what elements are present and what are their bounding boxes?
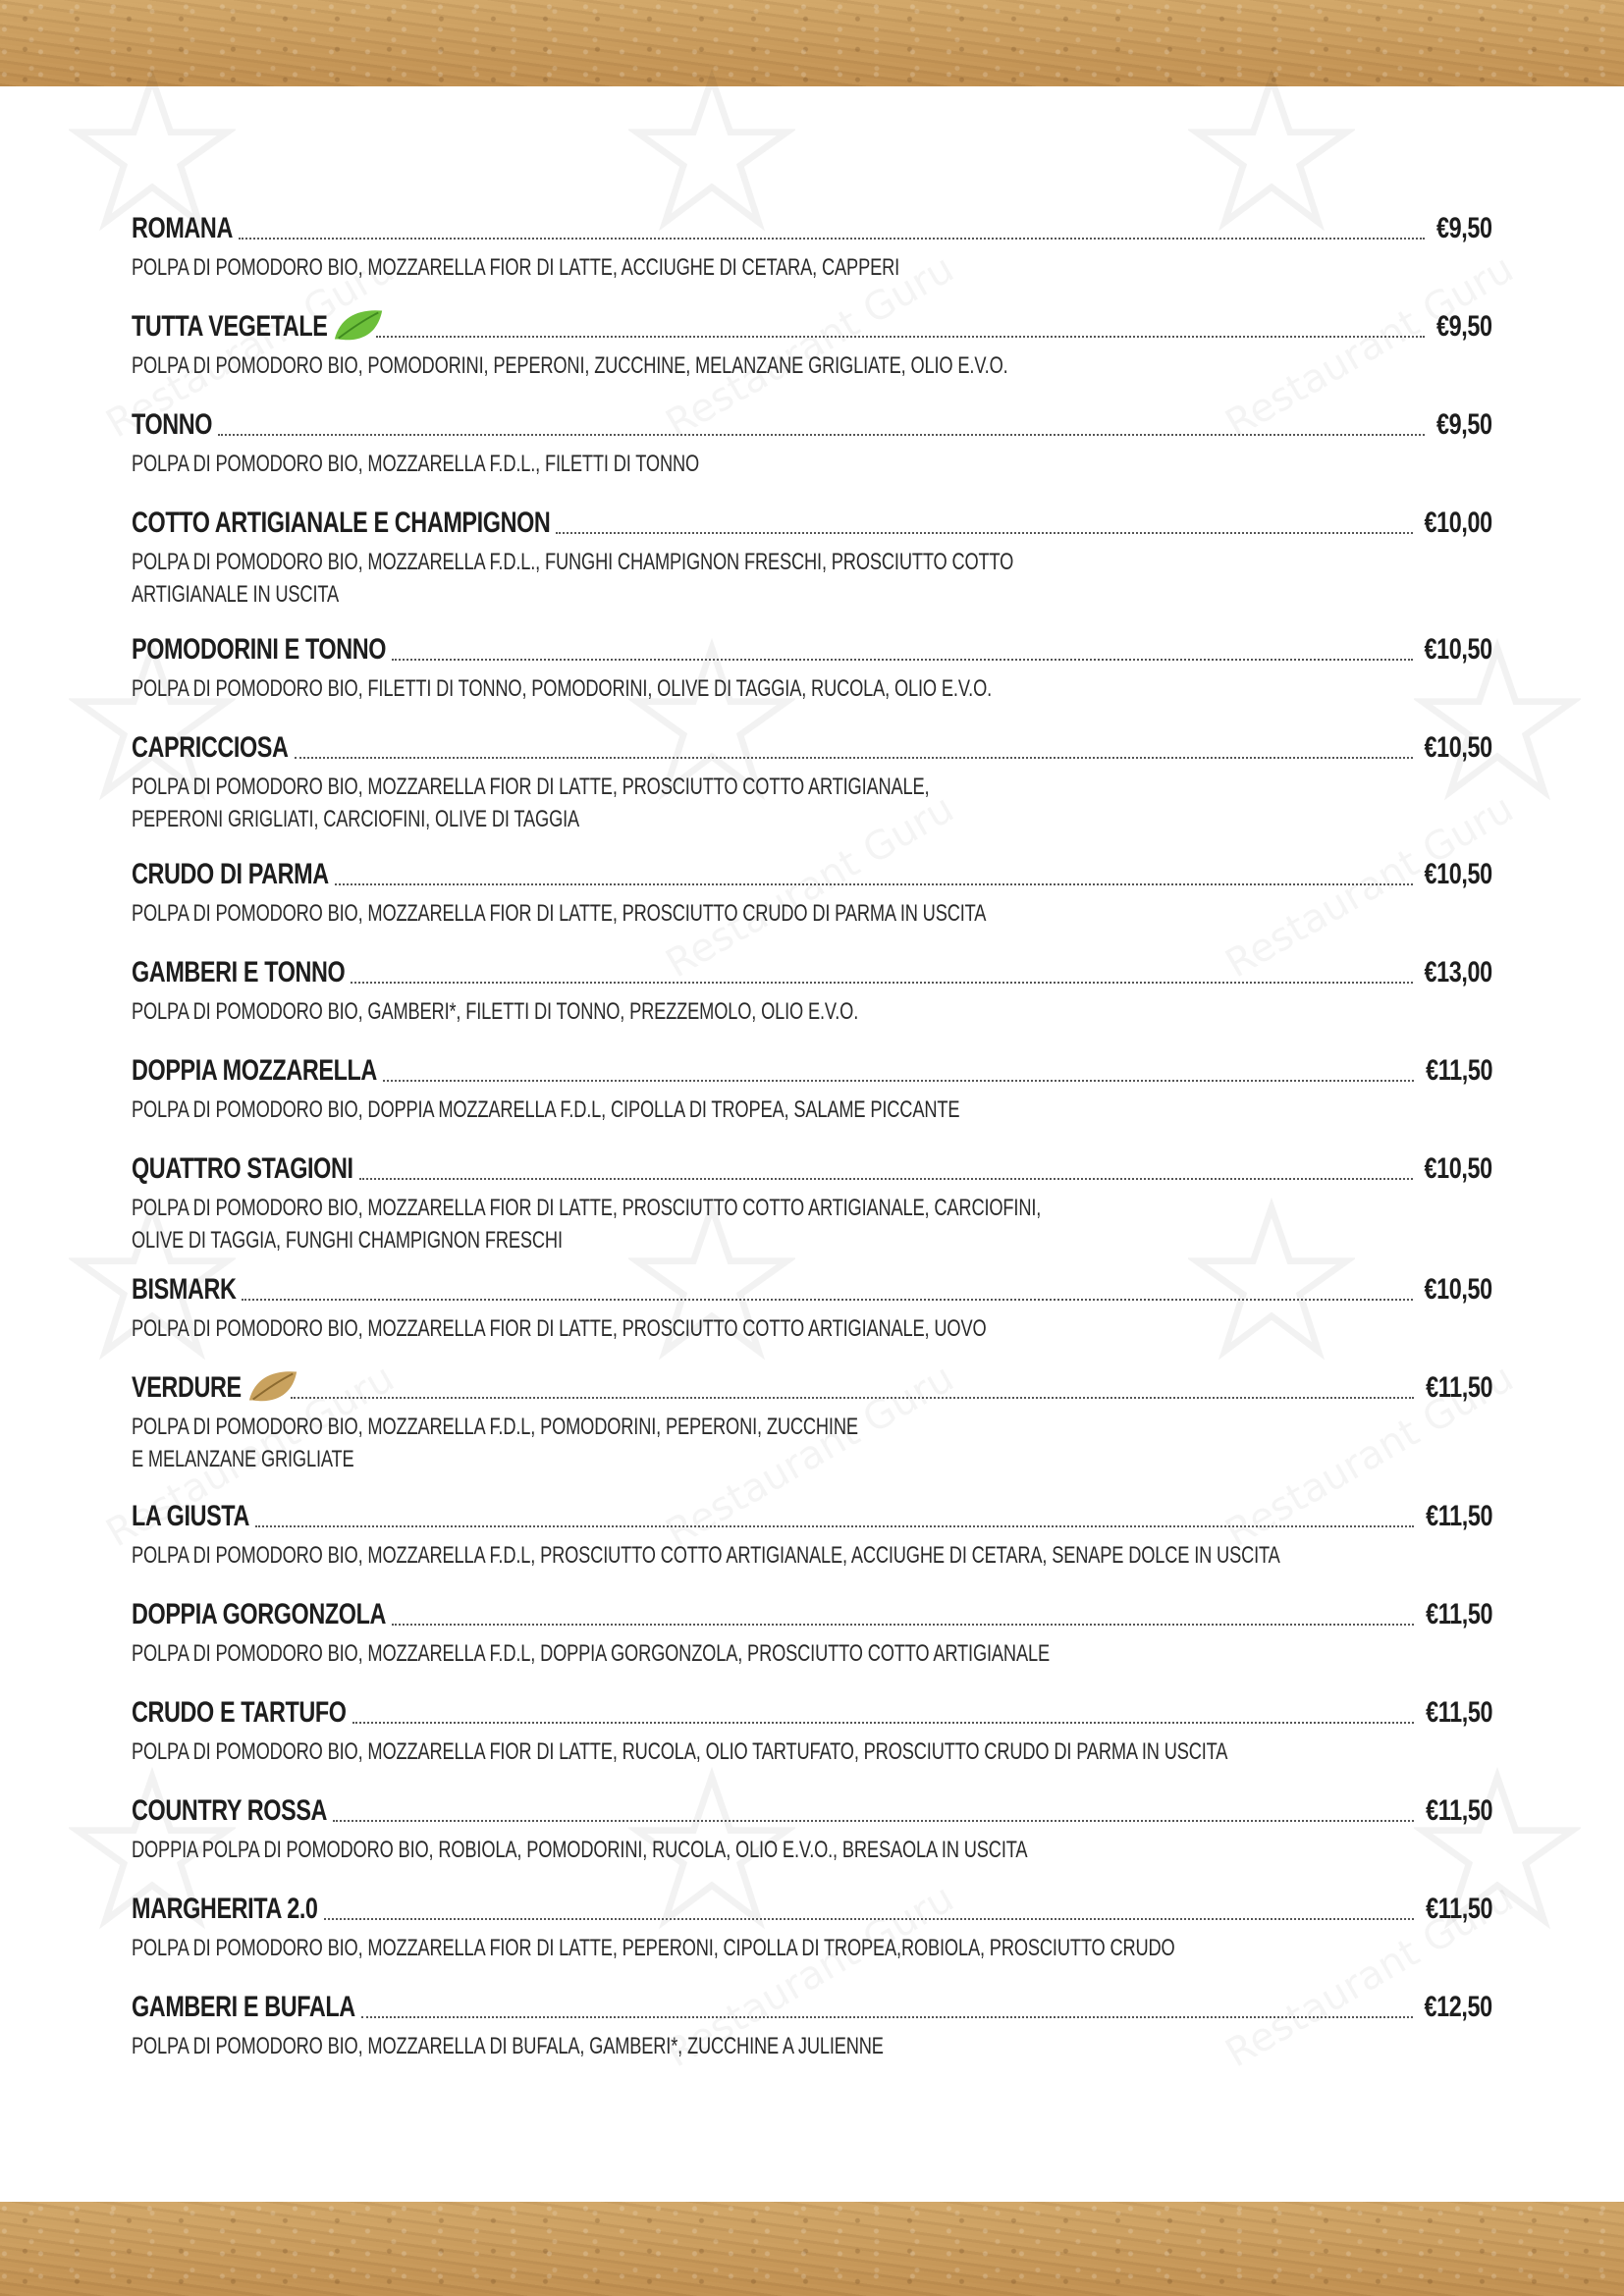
menu-item — [132, 856, 1494, 930]
dot-leader — [359, 1178, 1413, 1180]
dot-leader — [383, 1080, 1414, 1082]
description-line: POLPA DI POMODORO BIO, MOZZARELLA F.D.L, POMODORINI, PEPERONI, ZUCCHINE — [132, 1414, 858, 1440]
menu-item-description — [132, 771, 990, 835]
menu-item-price: €11,50 — [1426, 1794, 1492, 1827]
description-line: POLPA DI POMODORO BIO, MOZZARELLA FIOR DI LATTE, PROSCIUTTO CRUDO DI PARMA IN USCITA — [132, 900, 987, 927]
menu-item-price: €9,50 — [1436, 408, 1492, 441]
menu-item — [132, 1150, 1494, 1256]
description-line: POLPA DI POMODORO BIO, MOZZARELLA F.D.L, DOPPIA GORGONZOLA, PROSCIUTTO COTTO ARTIGIANALE — [132, 1640, 1050, 1667]
menu-item-name: COUNTRY ROSSA — [132, 1794, 328, 1827]
dot-leader — [556, 532, 1412, 534]
description-line: ARTIGIANALE IN USCITA — [132, 581, 340, 608]
menu-item-header — [132, 1150, 1494, 1190]
menu-item-description — [132, 995, 990, 1028]
menu-item — [132, 210, 1494, 284]
menu-item-name: GAMBERI E TONNO — [132, 956, 346, 988]
dot-leader — [255, 1525, 1414, 1527]
menu-item-description — [132, 1312, 990, 1345]
dot-leader — [351, 982, 1412, 984]
description-line: POLPA DI POMODORO BIO, GAMBERI*, FILETTI DI TONNO, PREZZEMOLO, OLIO E.V.O. — [132, 998, 859, 1025]
menu-item-header — [132, 1369, 1494, 1409]
description-line: POLPA DI POMODORO BIO, FILETTI DI TONNO, POMODORINI, OLIVE DI TAGGIA, RUCOLA, OLIO E.V.O. — [132, 675, 993, 702]
description-line: POLPA DI POMODORO BIO, MOZZARELLA F.D.L., FUNGHI CHAMPIGNON FRESCHI, PROSCIUTTO COTTO — [132, 549, 1014, 575]
dot-leader — [242, 1299, 1412, 1301]
menu-item-price: €9,50 — [1436, 310, 1492, 343]
menu-item — [132, 1369, 1494, 1475]
dot-leader — [335, 883, 1413, 885]
menu-item-price: €11,50 — [1426, 1371, 1492, 1404]
menu-item-header — [132, 1891, 1494, 1930]
description-line: POLPA DI POMODORO BIO, MOZZARELLA F.D.L., FILETTI DI TONNO — [132, 451, 700, 477]
menu-item-header — [132, 308, 1494, 347]
description-line: DOPPIA POLPA DI POMODORO BIO, ROBIOLA, POMODORINI, RUCOLA, OLIO E.V.O., BRESAOLA IN USCITA — [132, 1837, 1028, 1863]
menu-item-name: CRUDO E TARTUFO — [132, 1696, 347, 1729]
description-line: POLPA DI POMODORO BIO, MOZZARELLA FIOR DI LATTE, PEPERONI, CIPOLLA DI TROPEA,ROBIOLA, PROSCIUTTO CRUDO — [132, 1935, 1175, 1961]
menu-item — [132, 1989, 1494, 2062]
menu-item-name: VERDURE — [132, 1371, 242, 1404]
menu-item-price: €10,50 — [1424, 633, 1492, 666]
menu-item-description — [132, 448, 990, 480]
menu-item-name: GAMBERI E BUFALA — [132, 1991, 355, 2023]
description-line: E MELANZANE GRIGLIATE — [132, 1446, 354, 1472]
menu-item-header — [132, 210, 1494, 249]
menu-item-name: TUTTA VEGETALE — [132, 310, 328, 343]
description-line: POLPA DI POMODORO BIO, MOZZARELLA FIOR DI LATTE, RUCOLA, OLIO TARTUFATO, PROSCIUTTO CRUDO DI PARMA IN USCITA — [132, 1738, 1228, 1765]
description-line: POLPA DI POMODORO BIO, MOZZARELLA FIOR DI LATTE, PROSCIUTTO COTTO ARTIGIANALE, CARCIOFINI, — [132, 1195, 1042, 1221]
menu-item-price: €11,50 — [1426, 1598, 1492, 1630]
dot-leader — [324, 1918, 1414, 1920]
menu-item-price: €11,50 — [1426, 1500, 1492, 1532]
menu-item-price: €10,50 — [1424, 1152, 1492, 1185]
menu-item — [132, 954, 1494, 1028]
menu-item-name: COTTO ARTIGIANALE E CHAMPIGNON — [132, 507, 551, 539]
menu-item — [132, 505, 1494, 611]
dot-leader — [392, 1624, 1414, 1626]
menu-item-header — [132, 505, 1494, 544]
menu-item — [132, 1271, 1494, 1345]
menu-item-description — [132, 1834, 1028, 1866]
vegetarian-leaf-icon — [245, 1367, 300, 1407]
description-line: POLPA DI POMODORO BIO, MOZZARELLA FIOR DI LATTE, PROSCIUTTO COTTO ARTIGIANALE, UOVO — [132, 1315, 987, 1342]
menu-item-header — [132, 954, 1494, 993]
menu-item-price: €10,50 — [1424, 1273, 1492, 1306]
dot-leader — [361, 2016, 1413, 2018]
menu-item-name: POMODORINI E TONNO — [132, 633, 387, 666]
menu-item-header — [132, 1792, 1494, 1832]
menu-item-header — [132, 1989, 1494, 2028]
menu-item-description — [132, 546, 1014, 611]
menu-item-header — [132, 631, 1494, 670]
menu-item-header — [132, 1694, 1494, 1734]
menu-item — [132, 1891, 1494, 1964]
menu-item-name: CAPRICCIOSA — [132, 731, 289, 764]
menu-item-name: DOPPIA MOZZARELLA — [132, 1054, 377, 1087]
menu-item — [132, 729, 1494, 835]
menu-item-name: CRUDO DI PARMA — [132, 858, 329, 890]
description-line: PEPERONI GRIGLIATI, CARCIOFINI, OLIVE DI TAGGIA — [132, 806, 580, 832]
menu-item-header — [132, 1498, 1494, 1537]
menu-item-price: €11,50 — [1426, 1893, 1492, 1925]
menu-item-price: €10,00 — [1424, 507, 1492, 539]
menu-item-price: €11,50 — [1426, 1054, 1492, 1087]
vegan-leaf-icon — [331, 306, 386, 346]
menu-item-price: €9,50 — [1436, 212, 1492, 244]
menu-item — [132, 1052, 1494, 1126]
menu-item-description — [132, 1192, 1042, 1256]
menu-item-price: €10,50 — [1424, 731, 1492, 764]
menu-item-name: MARGHERITA 2.0 — [132, 1893, 318, 1925]
dot-leader — [333, 1820, 1414, 1822]
dot-leader — [352, 1722, 1414, 1724]
dot-leader — [376, 336, 1425, 338]
dot-leader — [392, 659, 1413, 661]
menu-item-name: LA GIUSTA — [132, 1500, 249, 1532]
description-line: OLIVE DI TAGGIA, FUNGHI CHAMPIGNON FRESCHI — [132, 1227, 563, 1254]
dot-leader — [291, 1397, 1414, 1399]
dot-leader — [239, 238, 1425, 240]
menu-item-description — [132, 1094, 990, 1126]
menu-item-description — [132, 2030, 990, 2062]
menu-item-header — [132, 1596, 1494, 1635]
menu-item — [132, 1498, 1494, 1572]
dot-leader — [218, 434, 1425, 436]
description-line: POLPA DI POMODORO BIO, MOZZARELLA DI BUFALA, GAMBERI*, ZUCCHINE A JULIENNE — [132, 2033, 884, 2059]
dot-leader — [295, 757, 1413, 759]
menu-item-description — [132, 1637, 1050, 1670]
menu-item-name: BISMARK — [132, 1273, 237, 1306]
menu-item-price: €10,50 — [1424, 858, 1492, 890]
menu-item-header — [132, 1271, 1494, 1310]
menu-item — [132, 406, 1494, 480]
menu-item-name: QUATTRO STAGIONI — [132, 1152, 353, 1185]
menu-item-header — [132, 856, 1494, 895]
menu-item-price: €12,50 — [1424, 1991, 1492, 2023]
menu-item-description — [132, 672, 993, 705]
description-line: POLPA DI POMODORO BIO, DOPPIA MOZZARELLA F.D.L, CIPOLLA DI TROPEA, SALAME PICCANTE — [132, 1096, 960, 1123]
description-line: POLPA DI POMODORO BIO, POMODORINI, PEPERONI, ZUCCHINE, MELANZANE GRIGLIATE, OLIO E.V.O. — [132, 352, 1008, 379]
menu-item-description — [132, 1539, 1280, 1572]
menu-item-description — [132, 1411, 990, 1475]
menu-item-description — [132, 897, 990, 930]
menu-item-description — [132, 1932, 1175, 1964]
description-line: POLPA DI POMODORO BIO, MOZZARELLA FIOR DI LATTE, ACCIUGHE DI CETARA, CAPPERI — [132, 254, 900, 281]
menu-item-price: €11,50 — [1426, 1696, 1492, 1729]
pizza-menu-list — [132, 0, 1494, 2296]
menu-item-description — [132, 251, 990, 284]
menu-item-description — [132, 349, 1008, 382]
description-line: POLPA DI POMODORO BIO, MOZZARELLA F.D.L, PROSCIUTTO COTTO ARTIGIANALE, ACCIUGHE DI CETARA, SENAPE DOLCE IN USCITA — [132, 1542, 1280, 1569]
menu-item — [132, 1596, 1494, 1670]
description-line: POLPA DI POMODORO BIO, MOZZARELLA FIOR DI LATTE, PROSCIUTTO COTTO ARTIGIANALE, — [132, 774, 930, 800]
menu-item-header — [132, 729, 1494, 769]
menu-item-header — [132, 1052, 1494, 1092]
menu-item — [132, 631, 1494, 705]
menu-item — [132, 308, 1494, 382]
menu-item-price: €13,00 — [1424, 956, 1492, 988]
menu-item-description — [132, 1735, 1228, 1768]
menu-item-header — [132, 406, 1494, 446]
menu-item-name: TONNO — [132, 408, 213, 441]
menu-item-name: DOPPIA GORGONZOLA — [132, 1598, 387, 1630]
menu-item-name: ROMANA — [132, 212, 233, 244]
menu-item — [132, 1792, 1494, 1866]
menu-item — [132, 1694, 1494, 1768]
